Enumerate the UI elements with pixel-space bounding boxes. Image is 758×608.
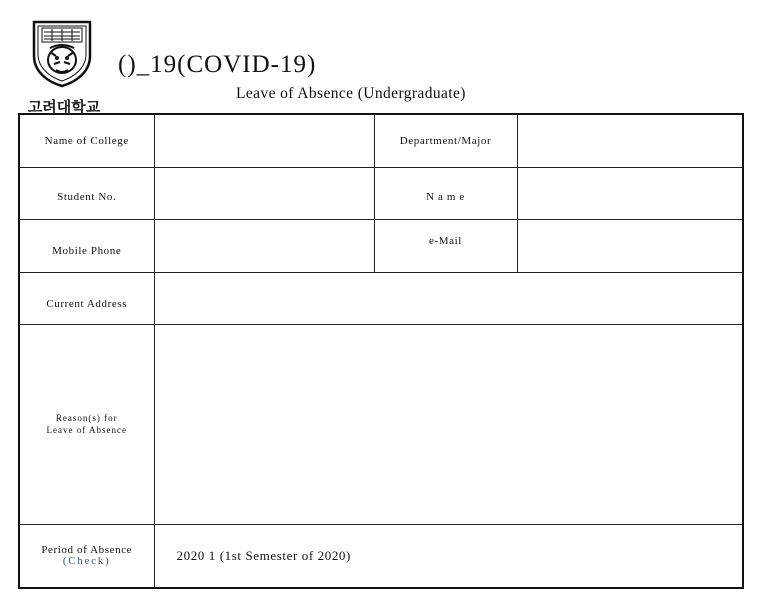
form-row-address	[19, 272, 743, 324]
student-no-label-cell	[19, 167, 154, 219]
mobile-label: Mobile Phone	[52, 244, 122, 257]
mobile-field[interactable]	[154, 219, 374, 272]
form-row-college	[19, 114, 743, 167]
period-label: Period of Absence	[41, 544, 133, 557]
period-check-label[interactable]: (Check)	[62, 556, 111, 568]
reason-label-cell	[19, 324, 154, 524]
logo-text: 고려대학교	[27, 98, 101, 116]
mobile-label-cell	[19, 219, 154, 272]
period-value: 2020 1 (1st Semester of 2020)	[154, 524, 743, 588]
name-field[interactable]	[517, 167, 743, 219]
form-row-student	[19, 167, 743, 219]
address-field[interactable]	[154, 272, 743, 324]
tiger-crest-icon	[30, 18, 94, 88]
email-label-cell	[374, 219, 517, 272]
reason-field[interactable]	[154, 324, 743, 524]
page-subtitle: Leave of Absence (Undergraduate)	[236, 85, 466, 102]
form-row-contact	[19, 219, 743, 272]
address-label: Current Address	[46, 298, 128, 310]
college-label-cell	[19, 114, 154, 167]
address-label-cell	[19, 272, 154, 324]
form-row-period	[19, 524, 743, 588]
department-label-cell	[374, 114, 517, 167]
email-label: e-Mail	[429, 234, 462, 247]
college-field[interactable]	[154, 114, 374, 167]
period-label-cell	[19, 524, 154, 588]
leave-form-table	[18, 113, 744, 589]
student-no-label: Student No.	[57, 191, 117, 203]
form-row-reason	[19, 324, 743, 524]
university-logo	[18, 18, 106, 118]
name-label-cell	[374, 167, 517, 219]
college-label: Name of College	[44, 134, 129, 147]
department-label: Department/Major	[399, 134, 492, 147]
name-label: N a m e	[426, 191, 465, 203]
department-field[interactable]	[517, 114, 743, 167]
reason-label-line2: Leave of Absence	[46, 425, 127, 435]
reason-label-line1: Reason(s) for	[55, 413, 118, 423]
student-no-field[interactable]	[154, 167, 374, 219]
email-field[interactable]	[517, 219, 743, 272]
page-title: ()_19(COVID-19)	[118, 51, 317, 78]
